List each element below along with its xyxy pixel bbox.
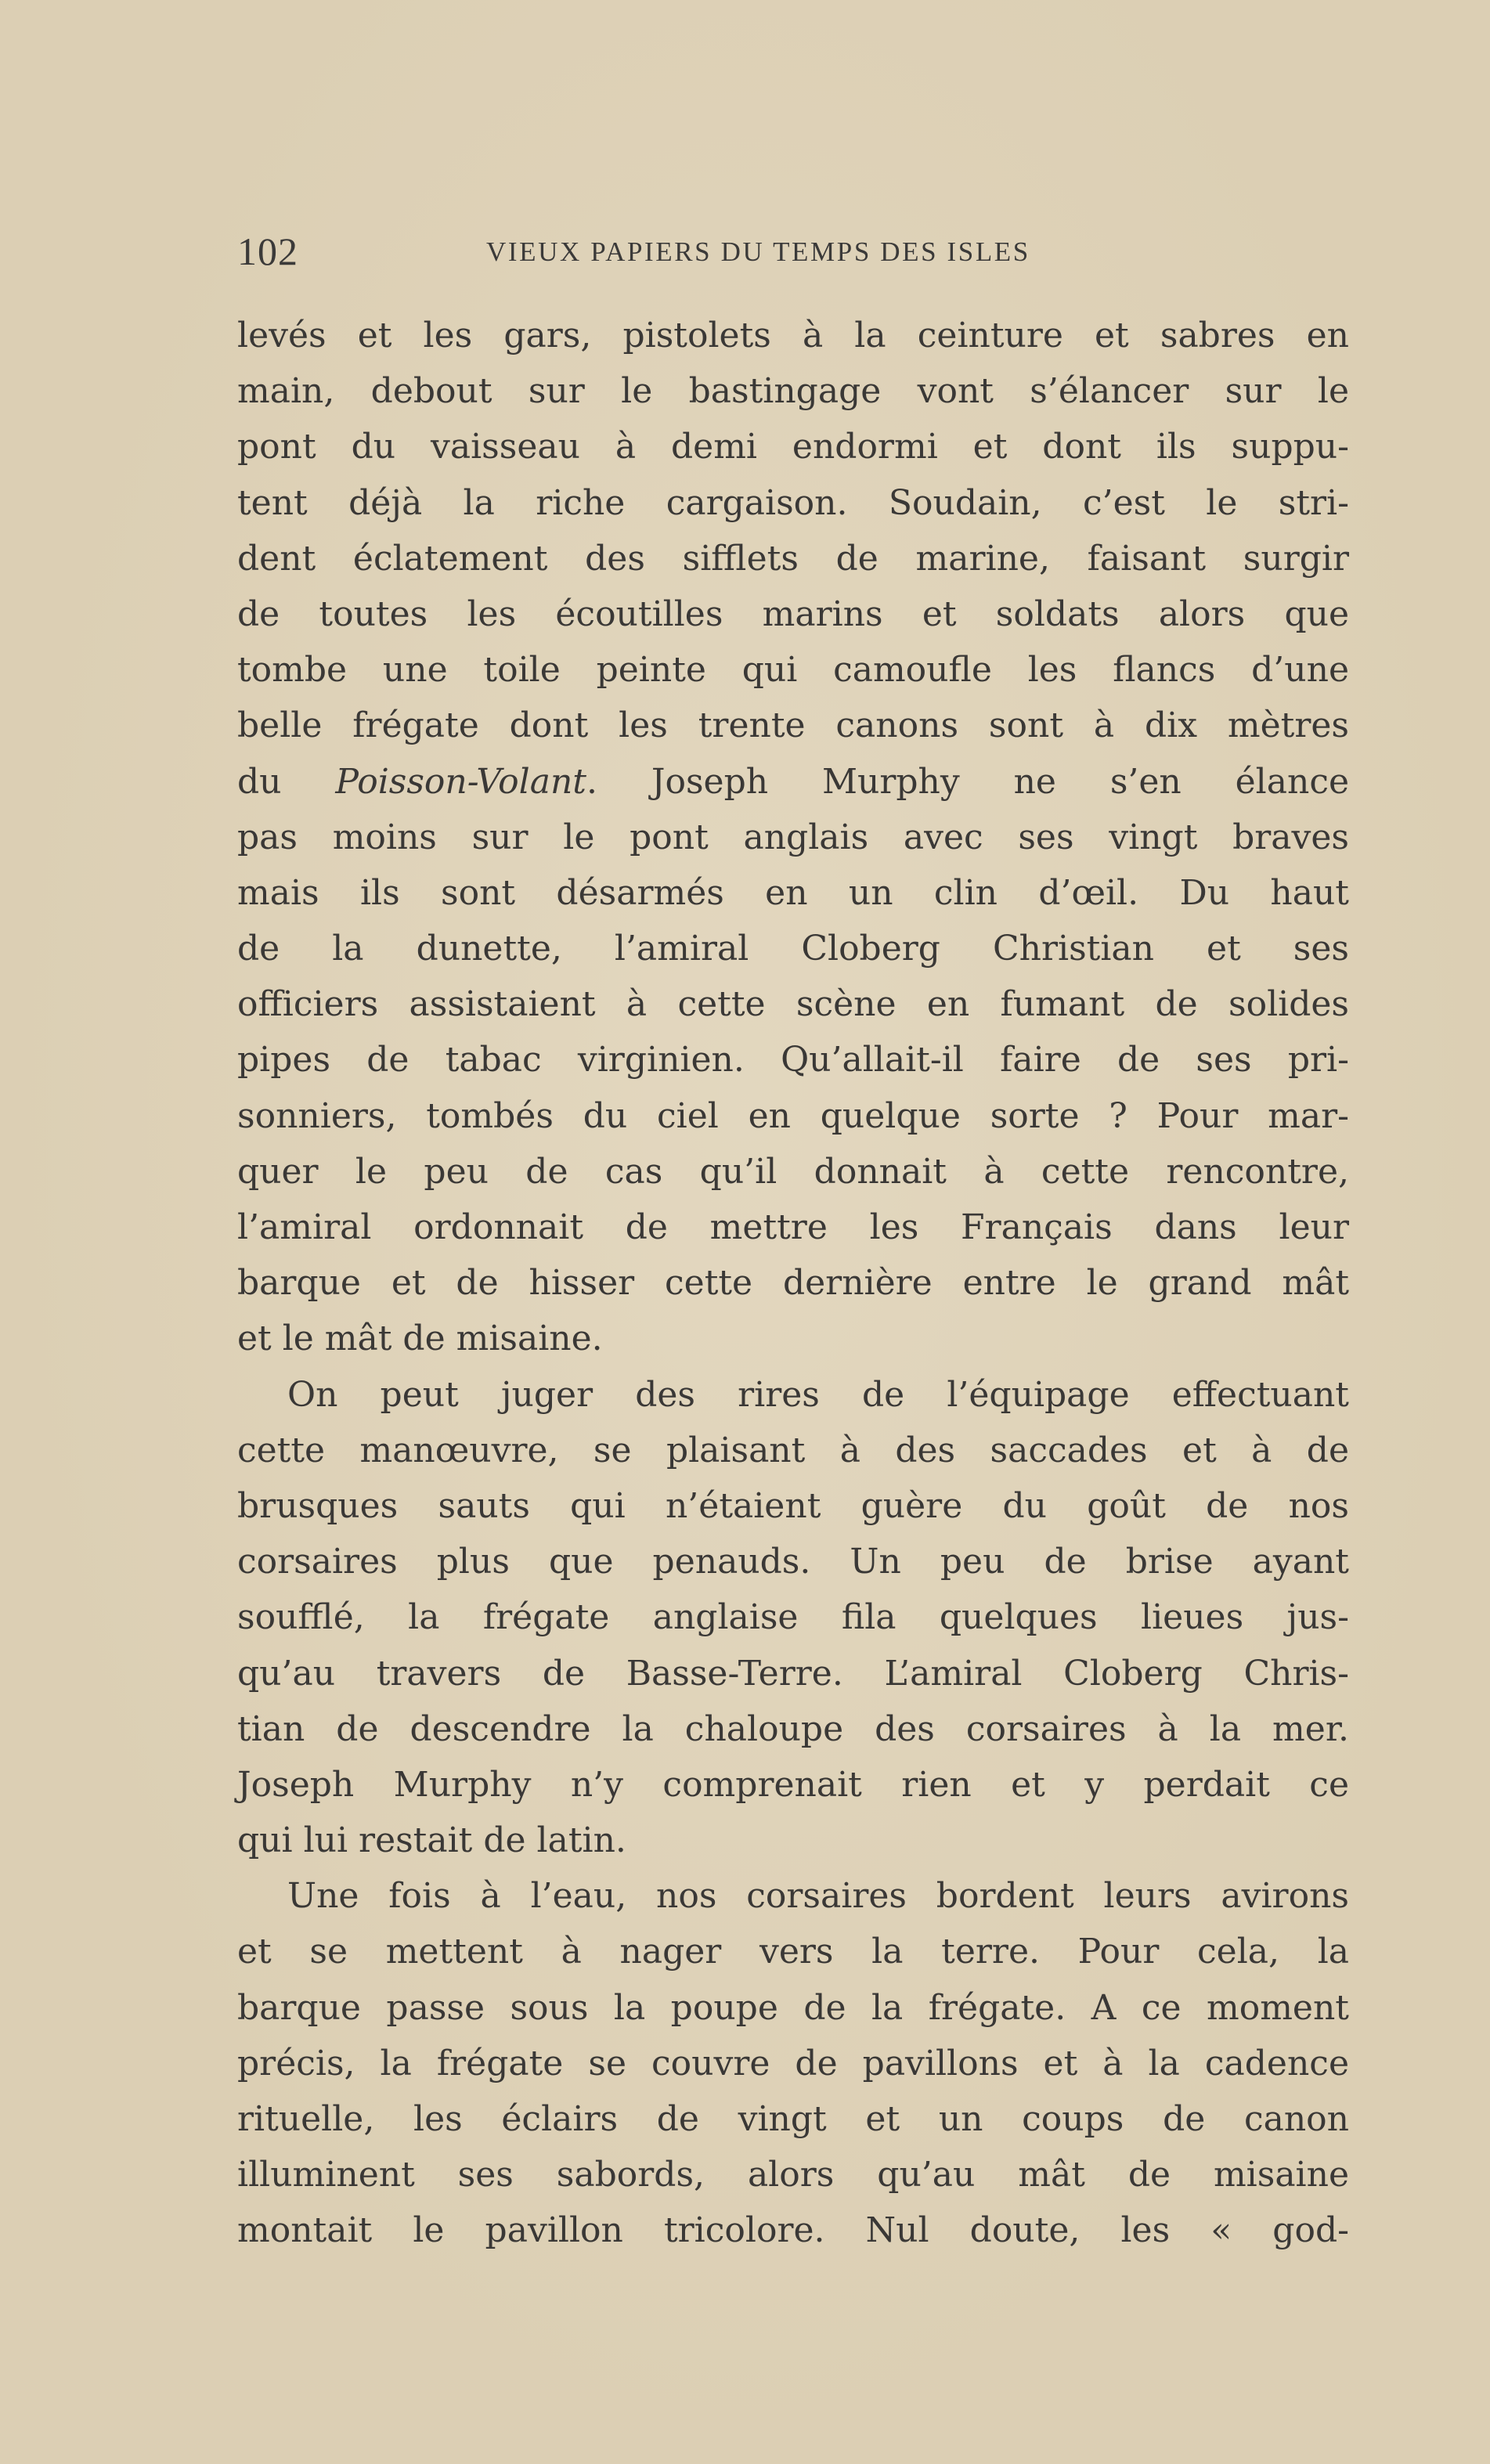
text-line: soufflé, la frégate anglaise fila quelques lieues jus- [237, 1597, 1349, 1638]
text-line: pont du vaisseau à demi endormi et dont ils suppu- [237, 427, 1349, 467]
text-line: illuminent ses sabords, alors qu’au mât de misaine [237, 2155, 1349, 2195]
text-line: levés et les gars, pistolets à la ceinture et sabres en [237, 316, 1349, 355]
text-line: tombe une toile peinte qui camoufle les flancs d’une [237, 650, 1349, 691]
body-text [237, 308, 1349, 2259]
page-number: 102 [237, 229, 298, 273]
text-line: quer le peu de cas qu’il donnait à cette rencontre, [237, 1151, 1349, 1192]
text-line: pipes de tabac virginien. Qu’allait-il faire de ses pri- [237, 1040, 1349, 1080]
text-line: tian de descendre la chaloupe des corsaires à la mer. [237, 1708, 1349, 1749]
text-line-ship-name [237, 754, 1349, 810]
text-line: tent déjà la riche cargaison. Soudain, c’est le stri- [237, 482, 1349, 523]
text-line: belle frégate dont les trente canons sont à dix mètres [237, 705, 1349, 746]
text-line: montait le pavillon tricolore. Nul doute, les « god- [237, 2210, 1349, 2251]
text-line: cette manœuvre, se plaisant à des saccades et à de [237, 1430, 1349, 1470]
text-line: barque et de hisser cette dernière entre le grand mât [237, 1263, 1349, 1304]
text-line: et se mettent à nager vers la terre. Pour cela, la [237, 1932, 1349, 1972]
text-line: barque passe sous la poupe de la frégate. A ce moment [237, 1987, 1349, 2028]
text-line: l’amiral ordonnait de mettre les Français dans leur [237, 1207, 1349, 1247]
text-line: Une fois à l’eau, nos corsaires bordent leurs avirons [287, 1876, 1349, 1917]
text-line: précis, la frégate se couvre de pavillons et à la cadence [237, 2043, 1349, 2083]
text-line: de la dunette, l’amiral Cloberg Christian et ses [237, 929, 1349, 969]
text-line: mais ils sont désarmés en un clin d’œil. Du haut [237, 872, 1349, 913]
text-line: main, debout sur le bastingage vont s’élancer sur le [237, 371, 1349, 412]
text-line: On peut juger des rires de l’équipage effectuant [287, 1374, 1349, 1415]
text-line: sonniers, tombés du ciel en quelque sorte ? Pour mar- [237, 1095, 1349, 1136]
text-line: Joseph Murphy n’y comprenait rien et y perdait ce [237, 1764, 1349, 1805]
line-lead: du [237, 761, 282, 802]
text-line: corsaires plus que penauds. Un peu de brise ayant [237, 1542, 1349, 1582]
text-line: de toutes les écoutilles marins et soldats alors que [237, 593, 1349, 634]
page-header [237, 229, 1349, 279]
line-tail: . Joseph Murphy ne s’en élance [586, 761, 1349, 802]
text-line: rituelle, les éclairs de vingt et un coups de canon [237, 2099, 1349, 2139]
text-line: qui lui restait de latin. [237, 1820, 626, 1861]
text-line: et le mât de misaine. [237, 1319, 603, 1359]
text-line: brusques sauts qui n’étaient guère du goût de nos [237, 1485, 1349, 1526]
text-line: dent éclatement des sifflets de marine, faisant surgir [237, 538, 1349, 579]
running-head: VIEUX PAPIERS DU TEMPS DES ISLES [486, 236, 1030, 267]
text-line: qu’au travers de Basse-Terre. L’amiral Cloberg Chris- [237, 1653, 1349, 1694]
text-line: pas moins sur le pont anglais avec ses vingt braves [237, 817, 1349, 857]
text-line: officiers assistaient à cette scène en fumant de solides [237, 984, 1349, 1025]
ship-name: Poisson-Volant [335, 761, 586, 802]
